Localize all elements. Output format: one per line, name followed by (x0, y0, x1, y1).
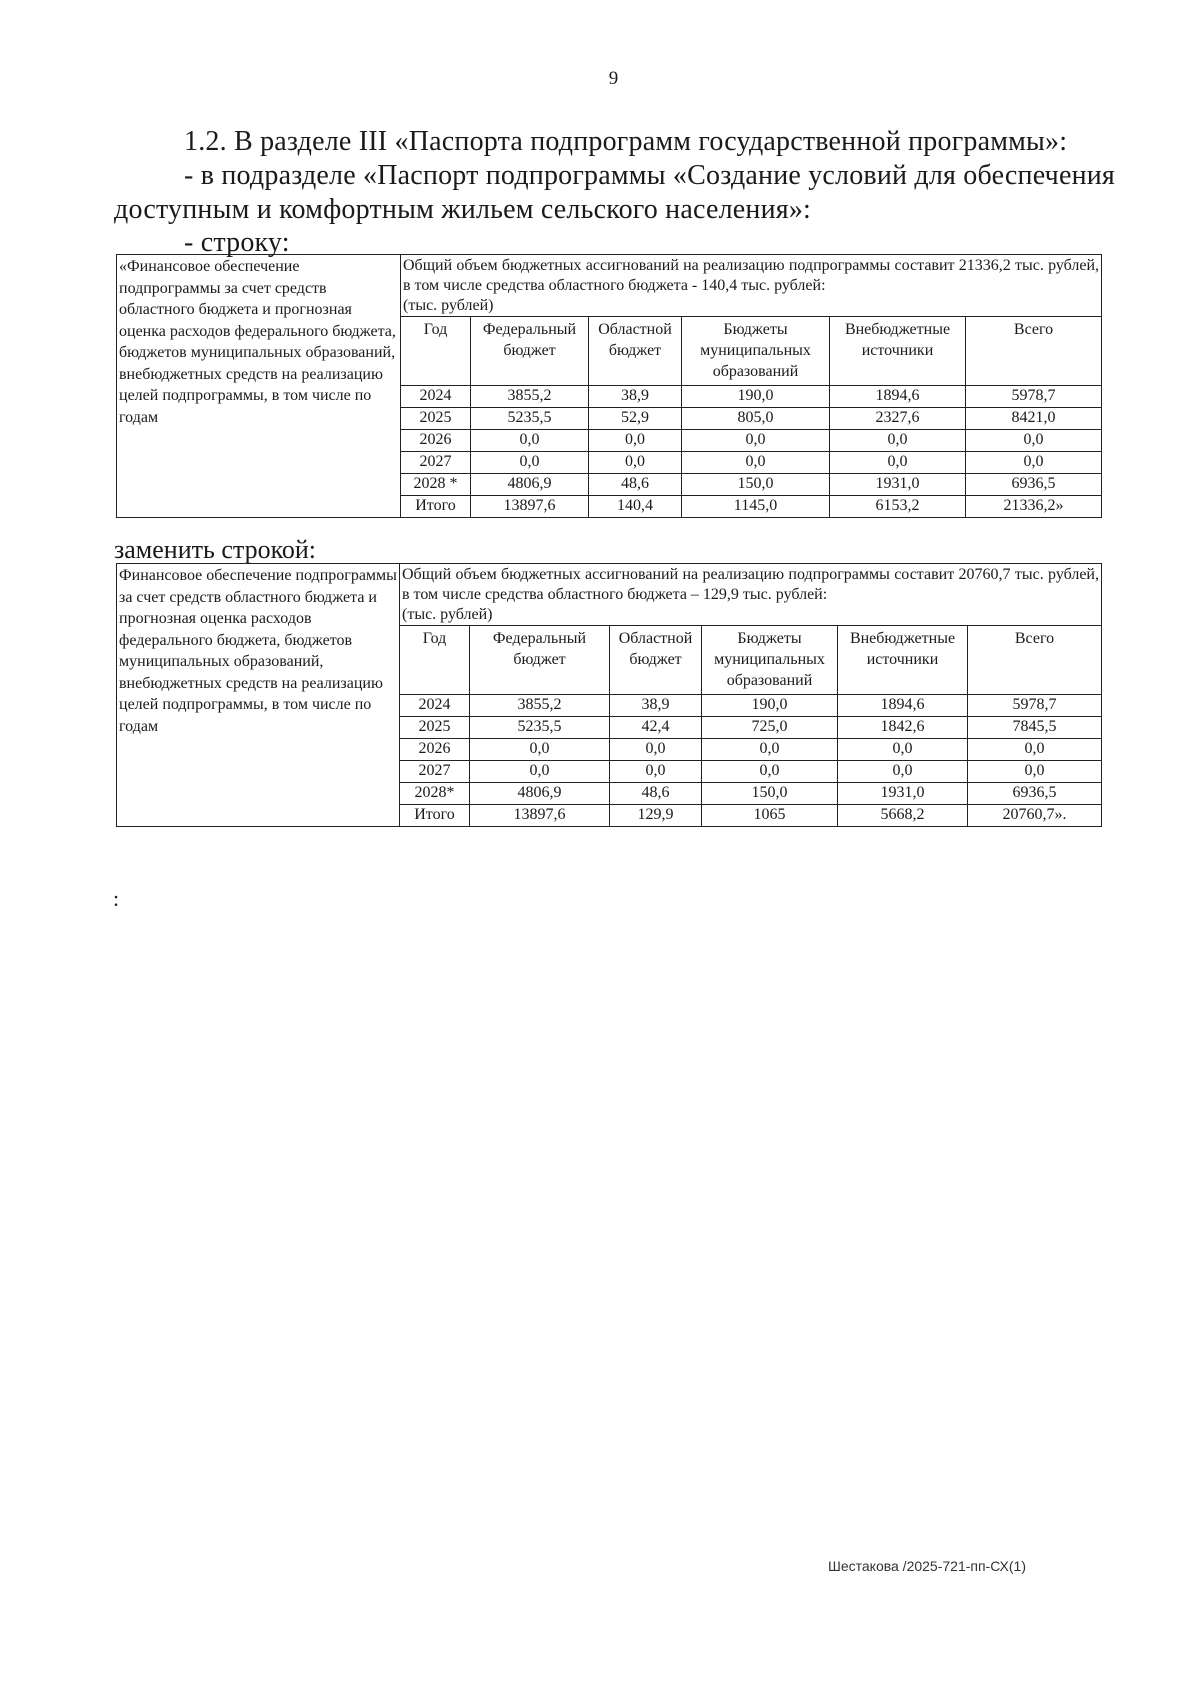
year-cell: 2026 (401, 430, 471, 452)
extrabudget-cell: 0,0 (838, 761, 968, 783)
old-header-regional: Областной бюджет (589, 317, 682, 386)
old-header-extrabudget: Внебюджетные источники (830, 317, 966, 386)
regional-cell: 0,0 (589, 430, 682, 452)
extrabudget-cell: 1894,6 (838, 695, 968, 717)
extrabudget-cell: 1931,0 (838, 783, 968, 805)
extrabudget-cell: 1931,0 (830, 474, 966, 496)
extrabudget-cell: 1894,6 (830, 386, 966, 408)
municipal-cell: 1145,0 (682, 496, 830, 518)
municipal-cell: 0,0 (702, 761, 838, 783)
old-description-cell: «Финансовое обеспечение подпрограммы за счет средств областного бюджета и прогнозная оценка расходов федерального бюджета, бюджетов муниципальных образований, внебюджетных средств на реализацию целей подпрограммы, в том числе по годам (117, 255, 401, 518)
total-cell: 0,0 (966, 430, 1102, 452)
year-cell: 2026 (400, 739, 470, 761)
new-units-label: (тыс. рублей) (402, 606, 493, 623)
federal-cell: 0,0 (471, 430, 589, 452)
federal-cell: 13897,6 (471, 496, 589, 518)
extrabudget-cell: 6153,2 (830, 496, 966, 518)
year-cell: 2025 (401, 408, 471, 430)
subsection-line-2: доступным и комфортным жильем сельского населения»: (114, 194, 812, 225)
extrabudget-cell: 0,0 (830, 430, 966, 452)
subsection-line-1: - в подразделе «Паспорт подпрограммы «Создание условий для обеспечения (184, 160, 1116, 191)
new-summary-text: Общий объем бюджетных ассигнований на реализацию подпрограммы составит 20760,7 тыс. рублей, в том числе средства областного бюджета – 129,9 тыс. рублей: (402, 566, 1099, 603)
year-cell: Итого (400, 805, 470, 827)
municipal-cell: 0,0 (682, 452, 830, 474)
row-label: - строку: (184, 227, 290, 258)
trailing-mark: : (113, 886, 120, 911)
federal-cell: 4806,9 (471, 474, 589, 496)
municipal-cell: 190,0 (702, 695, 838, 717)
new-header-federal: Федеральный бюджет (470, 626, 610, 695)
total-cell: 5978,7 (966, 386, 1102, 408)
extrabudget-cell: 2327,6 (830, 408, 966, 430)
extrabudget-cell: 5668,2 (838, 805, 968, 827)
old-header-federal: Федеральный бюджет (471, 317, 589, 386)
year-cell: 2027 (400, 761, 470, 783)
total-cell: 0,0 (968, 739, 1102, 761)
total-cell: 7845,5 (968, 717, 1102, 739)
year-cell: 2024 (401, 386, 471, 408)
federal-cell: 13897,6 (470, 805, 610, 827)
total-cell: 6936,5 (968, 783, 1102, 805)
municipal-cell: 1065 (702, 805, 838, 827)
regional-cell: 38,9 (610, 695, 702, 717)
federal-cell: 0,0 (470, 761, 610, 783)
year-cell: 2028* (400, 783, 470, 805)
regional-cell: 48,6 (589, 474, 682, 496)
municipal-cell: 190,0 (682, 386, 830, 408)
new-summary-cell (400, 564, 1102, 626)
federal-cell: 5235,5 (471, 408, 589, 430)
old-summary-cell (401, 255, 1102, 317)
total-cell: 8421,0 (966, 408, 1102, 430)
total-cell: 0,0 (968, 761, 1102, 783)
new-header-regional: Областной бюджет (610, 626, 702, 695)
municipal-cell: 0,0 (702, 739, 838, 761)
regional-cell: 0,0 (610, 761, 702, 783)
document-footer: Шестакова /2025-721-пп-СХ(1) (828, 1558, 1026, 1574)
regional-cell: 52,9 (589, 408, 682, 430)
regional-cell: 38,9 (589, 386, 682, 408)
new-header-municipal: Бюджеты муниципальных образований (702, 626, 838, 695)
regional-cell: 129,9 (610, 805, 702, 827)
extrabudget-cell: 0,0 (830, 452, 966, 474)
old-summary-text: Общий объем бюджетных ассигнований на реализацию подпрограммы составит 21336,2 тыс. рублей, в том числе средства областного бюджета - 140,4 тыс. рублей: (403, 257, 1100, 294)
total-cell: 0,0 (966, 452, 1102, 474)
municipal-cell: 0,0 (682, 430, 830, 452)
federal-cell: 5235,5 (470, 717, 610, 739)
year-cell: 2024 (400, 695, 470, 717)
old-finance-table (116, 254, 1102, 518)
new-header-year: Год (400, 626, 470, 695)
old-header-total: Всего (966, 317, 1102, 386)
federal-cell: 4806,9 (470, 783, 610, 805)
regional-cell: 42,4 (610, 717, 702, 739)
regional-cell: 140,4 (589, 496, 682, 518)
federal-cell: 3855,2 (471, 386, 589, 408)
total-cell: 21336,2» (966, 496, 1102, 518)
municipal-cell: 725,0 (702, 717, 838, 739)
regional-cell: 0,0 (589, 452, 682, 474)
federal-cell: 0,0 (471, 452, 589, 474)
new-header-total: Всего (968, 626, 1102, 695)
old-header-year: Год (401, 317, 471, 386)
year-cell: 2028 * (401, 474, 471, 496)
new-description-cell: Финансовое обеспечение подпрограммы за счет средств областного бюджета и прогнозная оценка расходов федерального бюджета, бюджетов муниципальных образований, внебюджетных средств на реализацию целей подпрограммы, в том числе по годам (117, 564, 400, 827)
extrabudget-cell: 1842,6 (838, 717, 968, 739)
municipal-cell: 150,0 (682, 474, 830, 496)
extrabudget-cell: 0,0 (838, 739, 968, 761)
federal-cell: 3855,2 (470, 695, 610, 717)
total-cell: 20760,7». (968, 805, 1102, 827)
old-header-municipal: Бюджеты муниципальных образований (682, 317, 830, 386)
federal-cell: 0,0 (470, 739, 610, 761)
year-cell: 2025 (400, 717, 470, 739)
new-finance-table (116, 563, 1102, 827)
municipal-cell: 805,0 (682, 408, 830, 430)
total-cell: 6936,5 (966, 474, 1102, 496)
municipal-cell: 150,0 (702, 783, 838, 805)
year-cell: Итого (401, 496, 471, 518)
amendment-heading: 1.2. В разделе III «Паспорта подпрограмм государственной программы»: (184, 126, 1068, 157)
year-cell: 2027 (401, 452, 471, 474)
regional-cell: 48,6 (610, 783, 702, 805)
new-header-extrabudget: Внебюджетные источники (838, 626, 968, 695)
replace-label: заменить строкой: (114, 535, 317, 564)
total-cell: 5978,7 (968, 695, 1102, 717)
old-units-label: (тыс. рублей) (403, 297, 494, 314)
regional-cell: 0,0 (610, 739, 702, 761)
page-number: 9 (608, 68, 619, 89)
